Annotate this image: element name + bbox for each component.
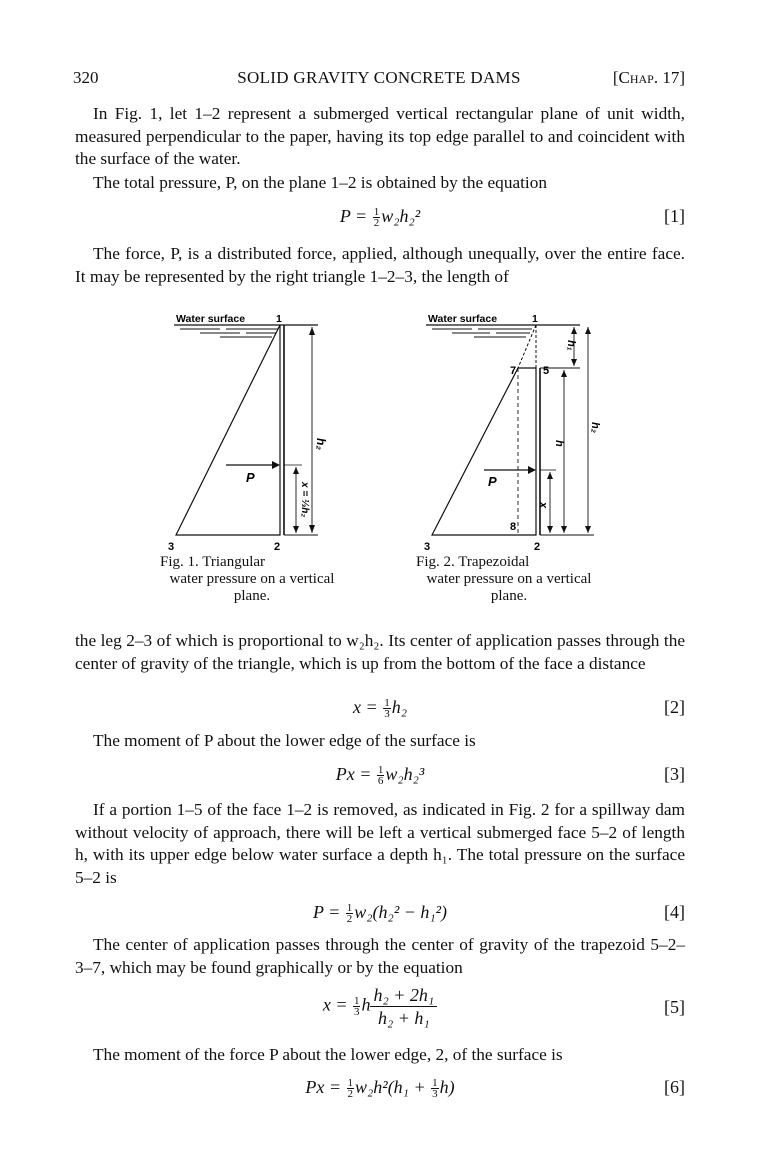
eq5-frac-num: 1 [353,995,360,1007]
fig1-x-label: x = ⅓h₂ [299,482,310,518]
figure-2-drawing [418,310,618,555]
fig2-h-arrow-top [561,370,567,377]
eq3-fraction [377,765,385,786]
paragraph-7: The center of application passes through the center of gravity of the trapezoid 5–2–3–7, which may be found graphically or by the equation [75,935,685,977]
eq4-frac-num: 1 [346,902,353,915]
eq3-frac-num: 1 [377,764,384,777]
fig1-h2-arrow-top [309,327,315,335]
eq5-ratio-den: h₂ + h₁ [377,1008,430,1028]
equation-3-expression [75,764,685,786]
fig1-water-hatch [180,329,278,337]
fig2-caption-body: water pressure on a vertical plane. [426,571,592,604]
eq5-fraction [353,996,361,1017]
fig1-x-arrow-bottom [293,526,299,533]
equation-6-number: [6] [664,1077,685,1097]
eq3-frac-den: 6 [377,775,384,788]
eq6-lhs: Px = [305,1077,346,1097]
fig2-h1-arrow-top [571,327,577,334]
fig2-point-5-label: 5 [543,365,550,377]
eq4-fraction [346,903,354,924]
fig1-force-label: P [246,470,255,485]
equation-6-expression [75,1077,685,1099]
equation-5-number: [5] [664,997,685,1017]
eq2-lhs: x = [353,697,383,717]
fig1-caption-title: Fig. 1. Triangular [160,554,266,570]
paragraph-6: If a portion 1–5 of the face 1–2 is removed, as indicated in Fig. 2 for a spillway dam without velocity of approach, there will be left a vertical submerged face 5–2 of length h, with its upper edge below water surface a depth h₁. The total pressure on the surface 5–2 is [75,800,685,887]
equation-5-expression [75,984,685,1029]
equation-1-number: [1] [664,206,685,226]
eq6-frac2-den: 3 [432,1088,438,1101]
fig2-arrowhead [528,466,536,474]
figure-1-drawing [160,310,360,555]
eq6-frac-den: 2 [347,1088,354,1101]
fig1-h2-arrow-bottom [309,525,315,533]
fig2-h1-label: h₁ [565,340,577,351]
figure-1-caption [160,554,344,605]
eq1-frac-den: 2 [373,217,380,230]
paragraph-8: The moment of the force P about the lower edge, 2, of the surface is [93,1045,563,1064]
eq5-frac-den: 3 [353,1006,360,1018]
eq2-frac-den: 3 [384,708,390,721]
fig1-h2-label: h₂ [314,438,328,450]
fig2-caption-title: Fig. 2. Trapezoidal [416,554,530,570]
fig1-point-2-label: 2 [274,541,281,553]
equation-2 [75,697,685,723]
eq3-rhs: w₂h₂³ [385,764,425,784]
equation-5 [75,984,685,1036]
eq6-rhs-a: w₂h²(h₁ + [355,1077,431,1097]
figure-2 [418,310,618,555]
fig1-point-1-label: 1 [276,313,282,325]
paragraph-2: The total pressure, P, on the plane 1–2 is obtained by the equation [93,173,548,192]
fig1-pressure-triangle [176,325,280,535]
fig2-h2-label: h₂ [589,422,601,433]
eq1-frac-num: 1 [373,206,380,219]
fig2-h2-arrow-bottom [585,526,591,533]
equation-4-number: [4] [664,902,685,922]
fig1-point-3-label: 3 [168,541,175,553]
eq5-mid: h [361,994,371,1015]
equation-4 [75,902,685,928]
paragraph-3: The force, P, is a distributed force, applied, although unequally, over the entire face. It may be represented by the right triangle 1–2–3, the length of [75,244,685,286]
fig2-x-arrow-top [547,472,553,479]
paragraph-5: The moment of P about the lower edge of the surface is [93,731,476,750]
eq6-frac-num: 1 [347,1077,354,1090]
eq2-fraction [383,698,391,719]
equation-2-expression [75,697,685,719]
eq2-frac-num: 1 [384,697,390,710]
page-number: 320 [73,68,99,87]
fig2-h-label: h [553,440,565,447]
eq4-rhs: w₂(h₂² − h₁²) [354,902,448,922]
paragraph-1: In Fig. 1, let 1–2 represent a submerged vertical rectangular plane of unit width, measured perpendicular to the paper, having its top edge parallel to and coincident with the surface of the water. [75,104,685,168]
fig2-point-2-label: 2 [534,541,541,553]
figure-2-caption [416,554,602,605]
fig1-x-arrow-top [293,467,299,474]
fig2-point-7-label: 7 [510,365,517,377]
fig1-water-surface-label: Water surface [176,313,246,325]
fig2-h1-arrow-bottom [571,359,577,366]
fig2-x-arrow-bottom [547,526,553,533]
eq4-frac-den: 2 [346,913,353,926]
eq1-lhs: P = [339,206,372,226]
eq4-lhs: P = [312,902,345,922]
eq2-rhs: h₂ [391,697,407,717]
eq6-rhs-b: h) [439,1077,455,1097]
eq1-rhs: w₂h₂² [381,206,421,226]
fig2-h2-arrow-top [585,327,591,334]
running-header [73,68,685,92]
equation-4-expression [75,902,685,924]
equation-3 [75,764,685,790]
fig1-caption-body: water pressure on a vertical plane. [169,571,335,604]
figure-1 [160,310,360,555]
eq5-ratio-num: h₂ + 2h₁ [370,984,437,1007]
running-title: SOLID GRAVITY CONCRETE DAMS [237,68,521,87]
eq6-fraction [347,1078,355,1099]
fig2-water-surface-label: Water surface [428,313,498,325]
eq6-frac2-num: 1 [432,1077,438,1090]
eq5-lhs: x = [322,994,352,1015]
equation-3-number: [3] [664,764,685,784]
fig2-point-8-label: 8 [510,521,517,533]
paragraph-4: the leg 2–3 of which is proportional to w₂h₂. Its center of application passes through the center of gravity of the triangle, which is up from the bottom of the face a distance [75,631,685,673]
fig2-x-label: x [537,502,549,509]
fig2-point-1-label: 1 [532,313,538,325]
fig1-arrowhead [272,461,280,469]
eq6-fraction-2 [431,1078,439,1099]
fig2-pressure-trapezoid [432,368,536,535]
eq5-ratio [370,984,437,1029]
equation-6 [75,1077,685,1103]
equation-2-number: [2] [664,697,685,717]
equation-1-expression [75,206,685,228]
fig2-removed-portion [518,325,536,368]
fig2-force-label: P [488,474,497,489]
chapter-label: [Chap. 17] [612,68,685,87]
fig2-point-3-label: 3 [424,541,431,553]
fig2-water-hatch [432,329,532,337]
eq1-fraction [373,207,381,228]
fig2-h-arrow-bottom [561,526,567,533]
equation-1 [75,206,685,232]
eq3-lhs: Px = [335,764,376,784]
